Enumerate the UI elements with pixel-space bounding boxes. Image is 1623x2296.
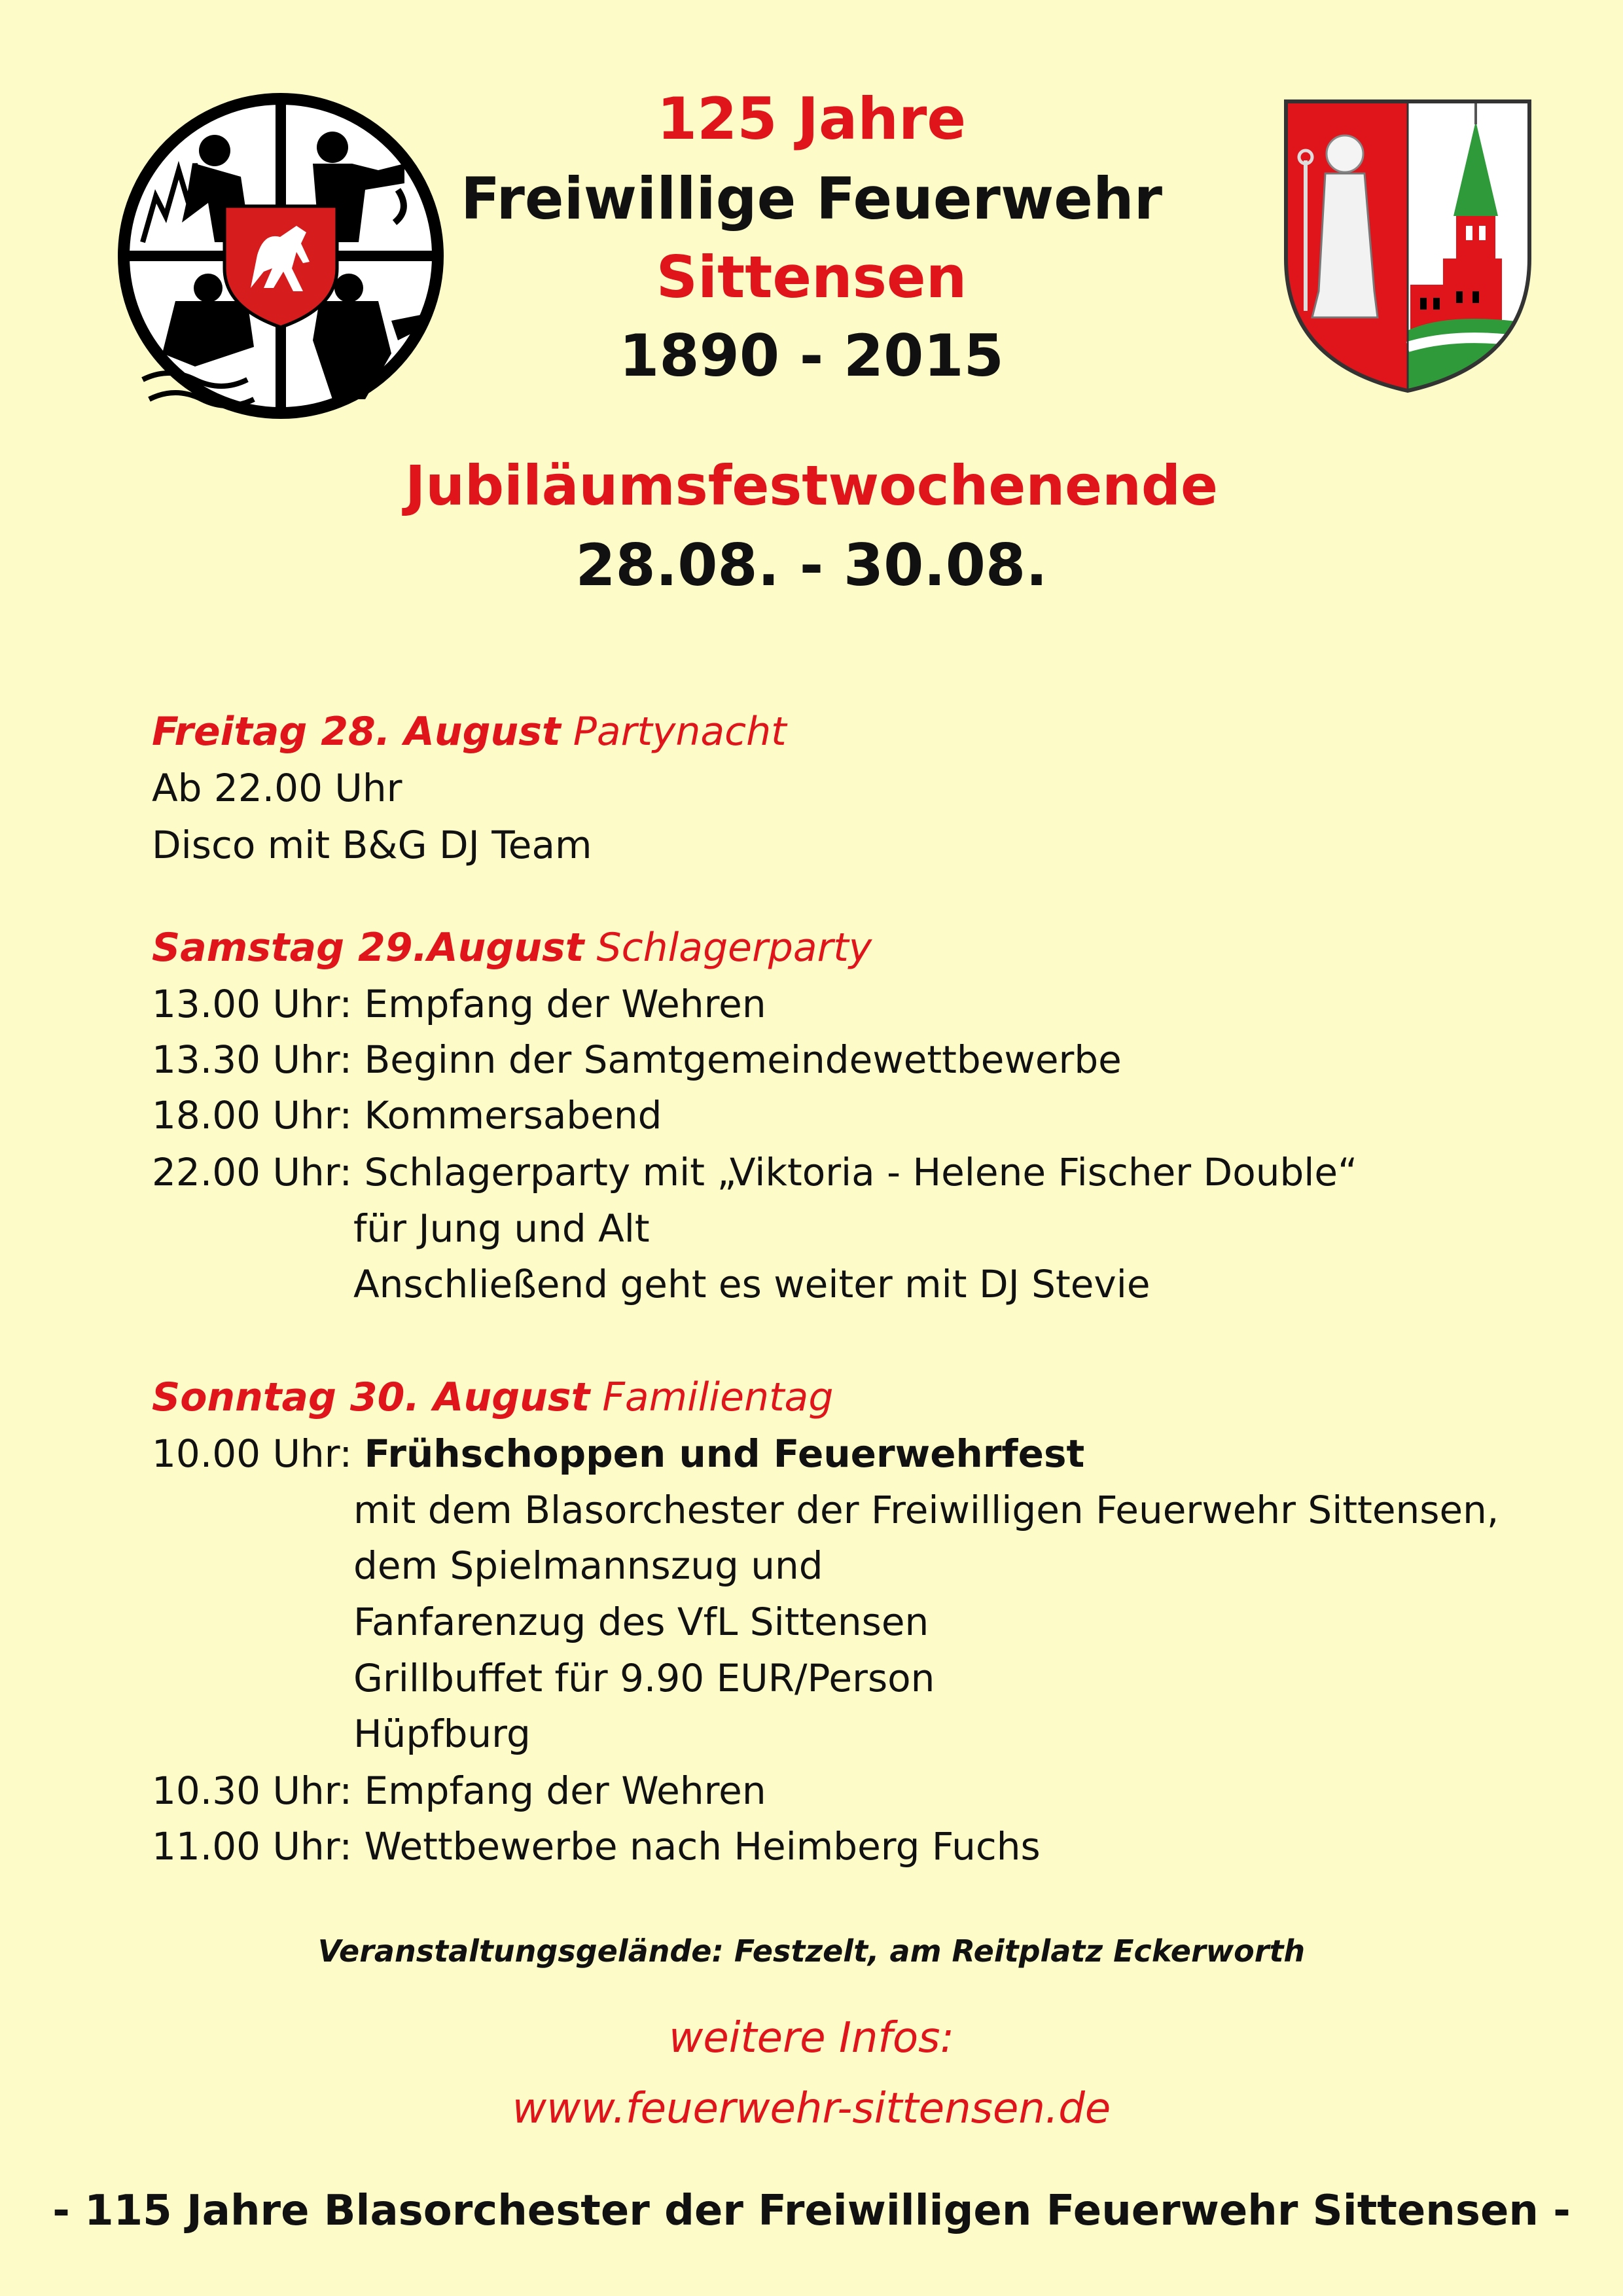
sunday-indent-3: Fanfarenzug des VfL Sittensen [353, 1600, 929, 1644]
sunday-first-time: 10.00 Uhr: [152, 1431, 353, 1476]
saturday-line-3: 18.00 Uhr: Kommersabend [152, 1093, 662, 1138]
saturday-theme: Schlagerparty [596, 925, 872, 971]
friday-day: Freitag 28. August [152, 709, 561, 755]
saturday-heading [152, 925, 872, 971]
saturday-line-1: 13.00 Uhr: Empfang der Wehren [152, 982, 766, 1026]
sunday-indent-2: dem Spielmannszug und [353, 1543, 823, 1588]
anniversary-title: 125 Jahre [656, 85, 967, 152]
sunday-day: Sonntag 30. August [152, 1374, 590, 1420]
sunday-line-first [152, 1431, 1085, 1476]
friday-line-1: Ab 22.00 Uhr [152, 766, 402, 810]
friday-theme: Partynacht [573, 709, 787, 755]
saturday-line-4: 22.00 Uhr: Schlagerparty mit „Viktoria - Helene Fischer Double“ [152, 1150, 1358, 1194]
info-url-link[interactable]: www.feuerwehr-sittensen.de [512, 2085, 1111, 2133]
venue-text: Veranstaltungsgelände: Festzelt, am Reitplatz Eckerworth [317, 1933, 1306, 1969]
sunday-heading [152, 1374, 834, 1420]
sunday-theme: Familientag [602, 1374, 834, 1420]
footer-banner: - 115 Jahre Blasorchester der Freiwilligen Feuerwehr Sittensen - [52, 2187, 1571, 2235]
festival-dates: 28.08. - 30.08. [575, 531, 1048, 599]
info-label: weitere Infos: [668, 2014, 955, 2062]
festival-title: Jubiläumsfestwochenende [405, 454, 1218, 518]
sunday-line-3: 11.00 Uhr: Wettbewerbe nach Heimberg Fuchs [152, 1824, 1041, 1869]
friday-heading [152, 709, 787, 755]
saturday-day: Samstag 29.August [152, 925, 584, 971]
sunday-indent-1: mit dem Blasorchester der Freiwilligen Feuerwehr Sittensen, [353, 1488, 1499, 1532]
sunday-indent-4: Grillbuffet für 9.90 EUR/Person [353, 1656, 935, 1700]
saturday-indent-1: für Jung und Alt [353, 1206, 650, 1251]
years-range: 1890 - 2015 [619, 322, 1004, 389]
saturday-line-2: 13.30 Uhr: Beginn der Samtgemeindewettbewerbe [152, 1037, 1122, 1082]
saturday-indent-2: Anschließend geht es weiter mit DJ Stevie [353, 1262, 1150, 1306]
sunday-indent-5: Hüpfburg [353, 1712, 531, 1756]
town-name: Sittensen [656, 243, 967, 311]
organization-name: Freiwillige Feuerwehr [461, 165, 1162, 232]
sunday-first-event: Frühschoppen und Feuerwehrfest [364, 1431, 1085, 1476]
sunday-line-2: 10.30 Uhr: Empfang der Wehren [152, 1768, 766, 1813]
friday-line-2: Disco mit B&G DJ Team [152, 823, 592, 867]
